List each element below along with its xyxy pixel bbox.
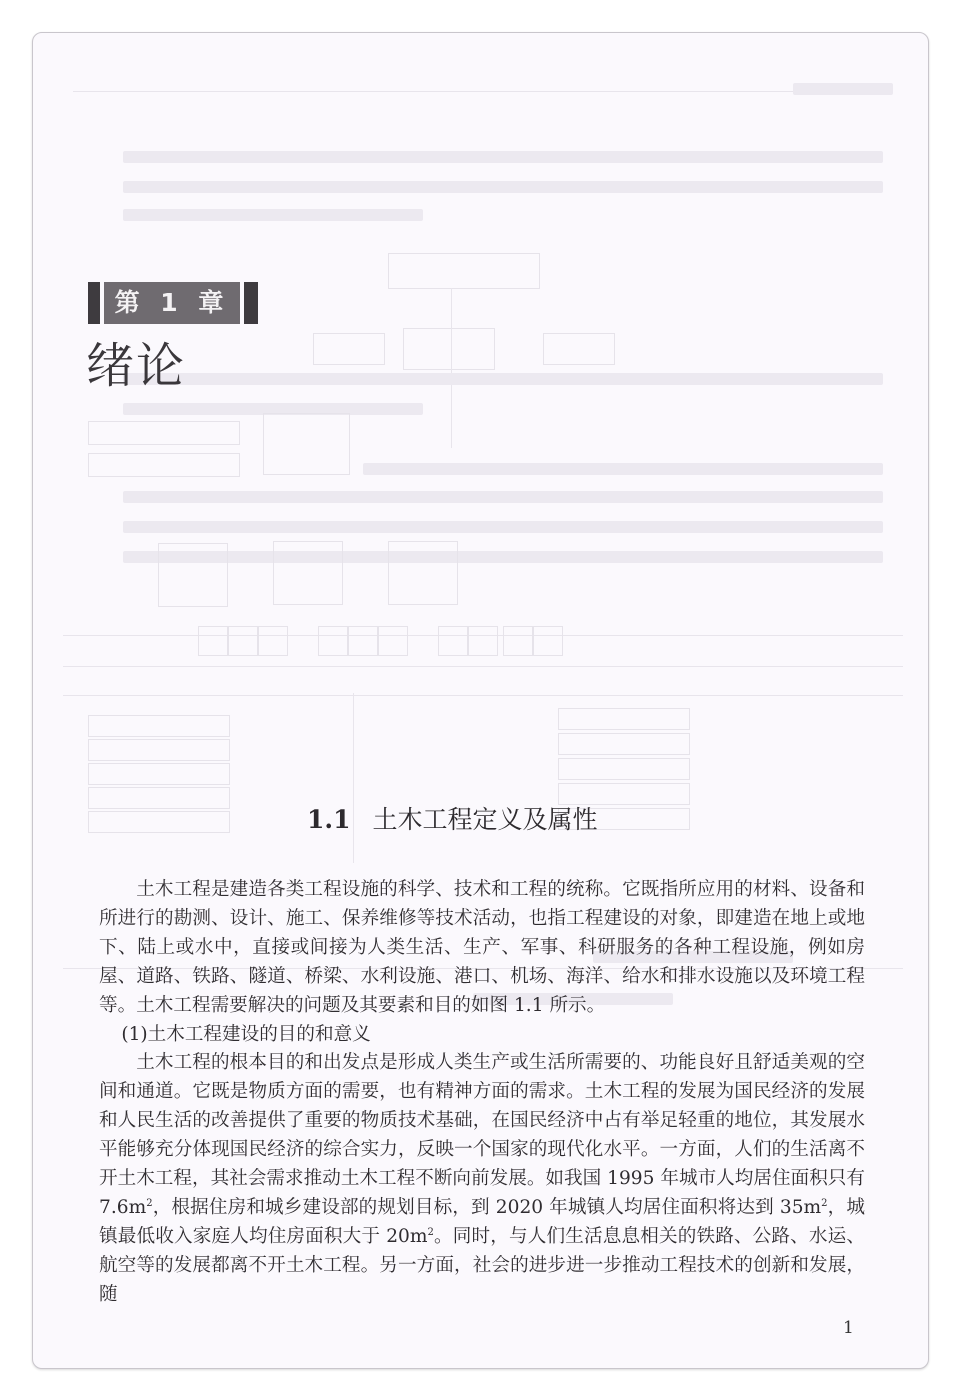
superscript: 2 [146, 1197, 153, 1209]
chapter-title: 绪论 [86, 338, 187, 394]
badge-bar-left [88, 282, 100, 324]
section-number: 1.1 [307, 805, 351, 834]
text-span: 。同时，与人们生活息息相关的铁路、公路、水运、航空等的发展都离不开土木工程。另一方面，社会的进步进一步推动工程技术的创新和发展，随 [99, 1225, 865, 1305]
badge-bar-right [244, 282, 258, 324]
superscript: 2 [427, 1226, 434, 1238]
superscript: 2 [821, 1197, 828, 1209]
page-number: 1 [843, 1318, 854, 1338]
text-span: ，城镇最低收入家庭人均住房面积大于 20m [99, 1196, 865, 1247]
text-span: 土木工程的根本目的和出发点是形成人类生产或生活所需要的、功能良好且舒适美观的空间和通道。它既是物质方面的需要，也有精神方面的需求。土木工程的发展为国民经济的发展和人民生活的改善提供了重要的物质技术基础，在国民经济中占有举足轻重的地位，其发展水平能够充分体现国民经济的综合实力，反映一个国家的现代化水平。一方面，人们的生活离不开土木工程，其社会需求推动土木工程不断向前发展。如我国 1995 年城市人均居住面积只有 7.6m [99, 1052, 865, 1218]
chapter-number-label: 第 1 章 [104, 282, 240, 324]
paragraph: 土木工程是建造各类工程设施的科学、技术和工程的统称。它既指所应用的材料、设备和所进行的勘测、设计、施工、保养维修等技术活动，也指工程建设的对象，即建造在地上或地下、陆上或水中，直接或间接为人类生活、生产、军事、科研服务的各种工程设施，例如房屋、道路、铁路、隧道、桥梁、水利设施、港口、机场、海洋、给水和排水设施以及环境工程等。土木工程需要解决的问题及其要素和目的如图 1.1 所示。 [99, 879, 865, 1016]
book-page [32, 32, 929, 1369]
subsection-heading: (1)土木工程建设的目的和意义 [121, 1023, 371, 1045]
paragraph [99, 1049, 865, 1309]
section-title: 土木工程定义及属性 [372, 805, 598, 834]
chapter-badge [88, 282, 260, 324]
body-text [99, 876, 865, 1310]
section-heading [307, 803, 598, 837]
text-span: ，根据住房和城乡建设部的规划目标，到 2020 年城镇人均居住面积将达到 35m [152, 1196, 822, 1218]
